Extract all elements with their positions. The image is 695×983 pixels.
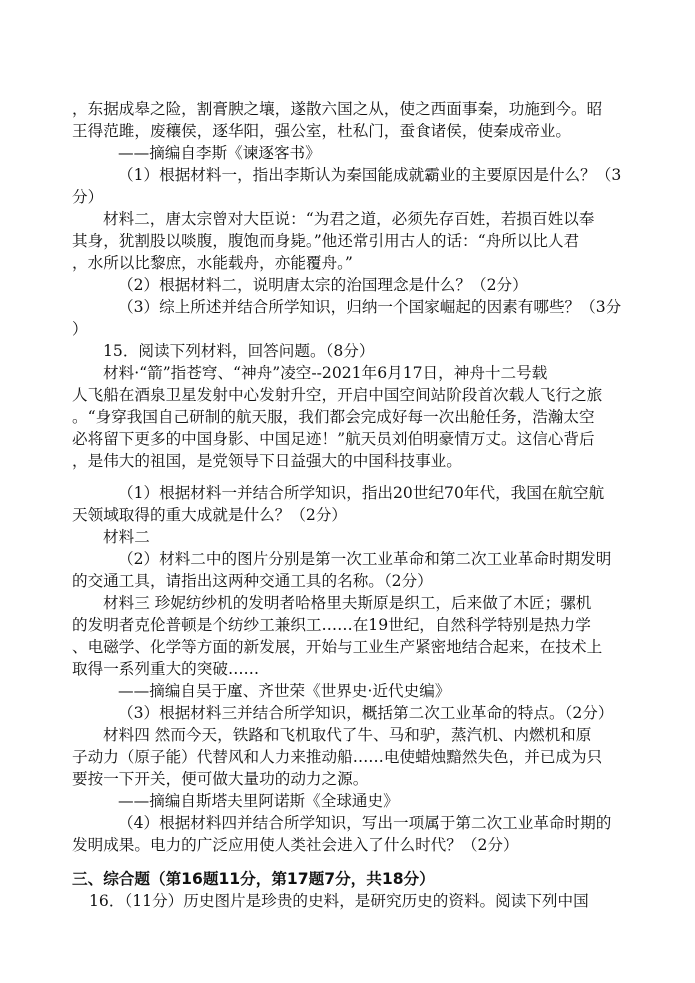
- text-line: 王得范雎，废穰侯，逐华阳，强公室，杜私门，蚕食诸侯，使秦成帝业。: [72, 122, 572, 140]
- question-line: （1）根据材料一并结合所学知识，指出20世纪70年代，我国在航空航: [118, 484, 605, 502]
- question-line: （2）根据材料二，说明唐太宗的治国理念是什么？（2分）: [118, 276, 528, 294]
- question-line: （4）根据材料四并结合所学知识，写出一项属于第二次工业革命时期的: [118, 814, 612, 832]
- text-line: 分）: [72, 188, 104, 206]
- question-line: （2）材料二中的图片分别是第一次工业革命和第二次工业革命时期发明: [118, 550, 612, 568]
- question-heading: 15．阅读下列材料，回答问题。（8分）: [103, 342, 375, 360]
- text-line: 必将留下更多的中国身影、中国足迹！”航天员刘伯明豪情万丈。这信心背后: [72, 430, 595, 448]
- text-line: 的发明者克伦普顿是个纺纱工兼织工……在19世纪，自然科学特别是热力学: [72, 616, 591, 634]
- citation-line: ——摘编自吴于廑、齐世荣《世界史·近代史编》: [118, 682, 451, 700]
- question-line: （3）根据材料三并结合所学知识，概括第二次工业革命的特点。（2分）: [118, 704, 614, 722]
- text-line: 取得一系列重大的突破……: [72, 660, 260, 678]
- material-line: 材料三 珍妮纺纱机的发明者哈格里夫斯原是织工，后来做了木匠；骡机: [103, 594, 592, 612]
- section-heading: 三、综合题（第16题11分，第17题7分，共18分）: [72, 870, 435, 888]
- text-line: 天领域取得的重大成就是什么？（2分）: [72, 506, 348, 524]
- material-line: 材料二，唐太宗曾对大臣说：“为君之道，必须先存百姓，若损百姓以奉: [103, 210, 595, 228]
- citation-line: ——摘编自斯塔夫里阿诺斯《全球通史》: [118, 792, 399, 810]
- question-line: （3）综上所述并结合所学知识，归纳一个国家崛起的因素有哪些？（3分: [118, 298, 622, 316]
- text-line: 子动力（原子能）代替风和人力来推动船……电使蜡烛黯然失色，并已成为只: [72, 748, 603, 766]
- citation-line: ——摘编自李斯《谏逐客书》: [118, 144, 321, 162]
- text-line: 。“身穿我国自己研制的航天服，我们都会完成好每一次出舱任务，浩瀚太空: [72, 408, 595, 426]
- text-line: 要按一下开关，便可做大量功的动力之源。: [72, 770, 369, 788]
- text-line: ，是伟大的祖国，是党领导下日益强大的中国科技事业。: [72, 452, 462, 470]
- text-line: 发明成果。电力的广泛应用使人类社会进入了什么时代？（2分）: [72, 836, 519, 854]
- text-line: ，东据成皋之险，割膏腴之壤，遂散六国之从，使之西面事秦，功施到今。昭: [72, 100, 603, 118]
- text-line: 其身，犹割股以啖腹，腹饱而身毙。”他还常引用古人的话：“舟所以比人君: [72, 232, 580, 250]
- text-line: ，水所以比黎庶，水能载舟，亦能覆舟。”: [72, 254, 353, 272]
- material-line: 材料·“箭”指苍穹、“神舟”凌空--2021年6月17日，神舟十二号载: [103, 364, 548, 382]
- text-line: ）: [72, 320, 88, 338]
- material-line: 材料四 然而今天，铁路和飞机取代了牛、马和驴，蒸汽机、内燃机和原: [103, 726, 592, 744]
- text-line: 、电磁学、化学等方面的新发展，开始与工业生产紧密地结合起来，在技术上: [72, 638, 603, 656]
- text-line: 的交通工具，请指出这两种交通工具的名称。（2分）: [72, 572, 433, 590]
- text-line: 人飞船在酒泉卫星发射中心发射升空，开启中国空间站阶段首次载人飞行之旅: [72, 386, 603, 404]
- material-label: 材料二: [103, 528, 150, 546]
- question-line: （1）根据材料一，指出李斯认为秦国能成就霸业的主要原因是什么？（3: [118, 166, 622, 184]
- question-heading: 16．（11分）历史图片是珍贵的史料，是研究历史的资料。阅读下列中国: [89, 892, 589, 910]
